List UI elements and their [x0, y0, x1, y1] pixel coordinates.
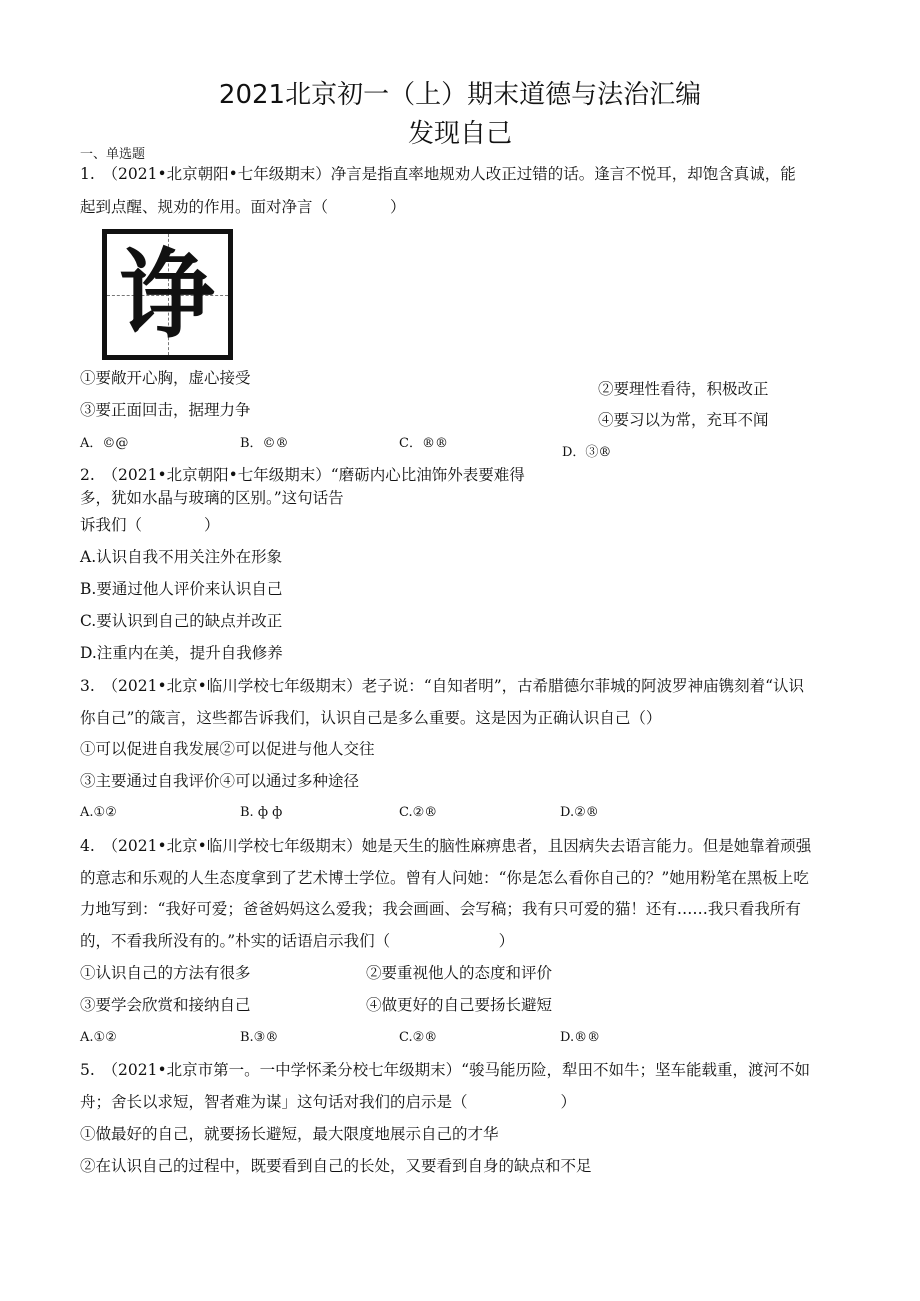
q1-stem-line2: 起到点醒、规劝的作用。面对净言（ ） — [80, 198, 406, 216]
q4-choice-d[interactable]: D.®® — [560, 1030, 601, 1045]
q1-stem-line1: 1. （2021•北京朝阳•七年级期末）净言是指直率地规劝人改正过错的话。逢言不悦耳，却饱含真诚，能 — [80, 165, 796, 183]
q4-stem-line4: 的，不看我所没有的。”朴实的话语启示我们（ ） — [80, 932, 515, 950]
q1-character-image — [102, 229, 233, 360]
q4-choice-b[interactable]: B.③® — [240, 1030, 279, 1045]
q2-choice-b[interactable]: B.要通过他人评价来认识自己 — [80, 580, 283, 598]
q3-option-34: ③主要通过自我评价④可以通过多种途径 — [80, 772, 360, 790]
q5-option-2: ②在认识自己的过程中，既要看到自己的长处，又要看到自身的缺点和不足 — [80, 1157, 592, 1175]
q1-choice-b[interactable]: B．©® — [240, 436, 289, 451]
q3-choice-b[interactable]: B. ф ф — [240, 805, 283, 820]
q1-option-1: ①要敞开心胸，虚心接受 — [80, 369, 251, 387]
q3-choice-c[interactable]: C.②® — [399, 805, 438, 820]
q2-stem-line3: 诉我们（ ） — [80, 516, 220, 534]
q4-choice-c[interactable]: C.②® — [399, 1030, 438, 1045]
q4-choice-a[interactable]: A.①② — [80, 1030, 117, 1045]
q4-option-3: ③要学会欣赏和接纳自己 — [80, 996, 251, 1014]
q2-choice-d[interactable]: D.注重内在美，提升自我修养 — [80, 644, 283, 662]
q1-choice-d[interactable]: D．③® — [562, 445, 612, 460]
q3-stem-line1: 3. （2021•北京•临川学校七年级期末）老子说：“自知者明”，古希腊德尔菲城的阿波罗神庙镌刻着“认识 — [80, 677, 805, 695]
q5-option-1: ①做最好的自己，就要扬长避短，最大限度地展示自己的才华 — [80, 1125, 499, 1143]
q2-choice-c[interactable]: C.要认识到自己的缺点并改正 — [80, 612, 283, 630]
q4-option-2: ②要重视他人的态度和评价 — [366, 964, 553, 982]
q4-stem-line2: 的意志和乐观的人生态度拿到了艺术博士学位。曾有人问她：“你是怎么看你自己的？”她用粉笔在黑板上吃 — [80, 869, 809, 887]
q3-option-12: ①可以促进自我发展②可以促进与他人交往 — [80, 740, 375, 758]
q5-stem-line2: 舟；舍长以求短，智者难为谋」这句话对我们的启示是（ ） — [80, 1093, 577, 1111]
q2-choice-a[interactable]: A.认识自我不用关注外在形象 — [80, 548, 283, 566]
q5-stem-line1: 5. （2021•北京市第一。一中学怀柔分校七年级期末）“骏马能历险，犁田不如牛；坚车能载重，渡河不如 — [80, 1061, 811, 1079]
page-title: 2021北京初一（上）期末道德与法治汇编 — [218, 80, 702, 110]
q3-stem-line2: 你自己”的箴言，这些都告诉我们，认识自己是多么重要。这是因为正确认识自己（） — [80, 709, 662, 727]
q4-stem-line1: 4. （2021•北京•临川学校七年级期末）她是天生的脑性麻痹患者，且因病失去语言能力。但是她靠着顽强 — [80, 837, 812, 855]
q3-choice-d[interactable]: D.②® — [560, 805, 599, 820]
q4-option-4: ④做更好的自己要扬长避短 — [366, 996, 553, 1014]
character-glyph: 诤 — [119, 238, 216, 351]
q1-option-3: ③要正面回击，据理力争 — [80, 401, 251, 419]
q1-option-4: ④要习以为常，充耳不闻 — [598, 411, 769, 429]
q1-option-2: ②要理性看待，积极改正 — [598, 380, 769, 398]
q3-choice-a[interactable]: A.①② — [80, 805, 117, 820]
page-subtitle: 发现自己 — [407, 119, 512, 149]
section-heading: 一、单选题 — [80, 147, 146, 162]
q1-choice-a[interactable]: A．©@ — [80, 436, 129, 451]
q4-stem-line3: 力地写到：“我好可爱；爸爸妈妈这么爱我；我会画画、会写稿；我有只可爱的猫！还有……我只看我所有 — [80, 900, 801, 918]
q2-stem-line1: 2. （2021•北京朝阳•七年级期末）“磨砺内心比油饰外表要难得 — [80, 466, 525, 484]
q2-stem-line2: 多，犹如水晶与玻璃的区别。”这句话告 — [80, 489, 344, 507]
q4-option-1: ①认识自己的方法有很多 — [80, 964, 251, 982]
q1-choice-c[interactable]: C．®® — [399, 436, 448, 451]
